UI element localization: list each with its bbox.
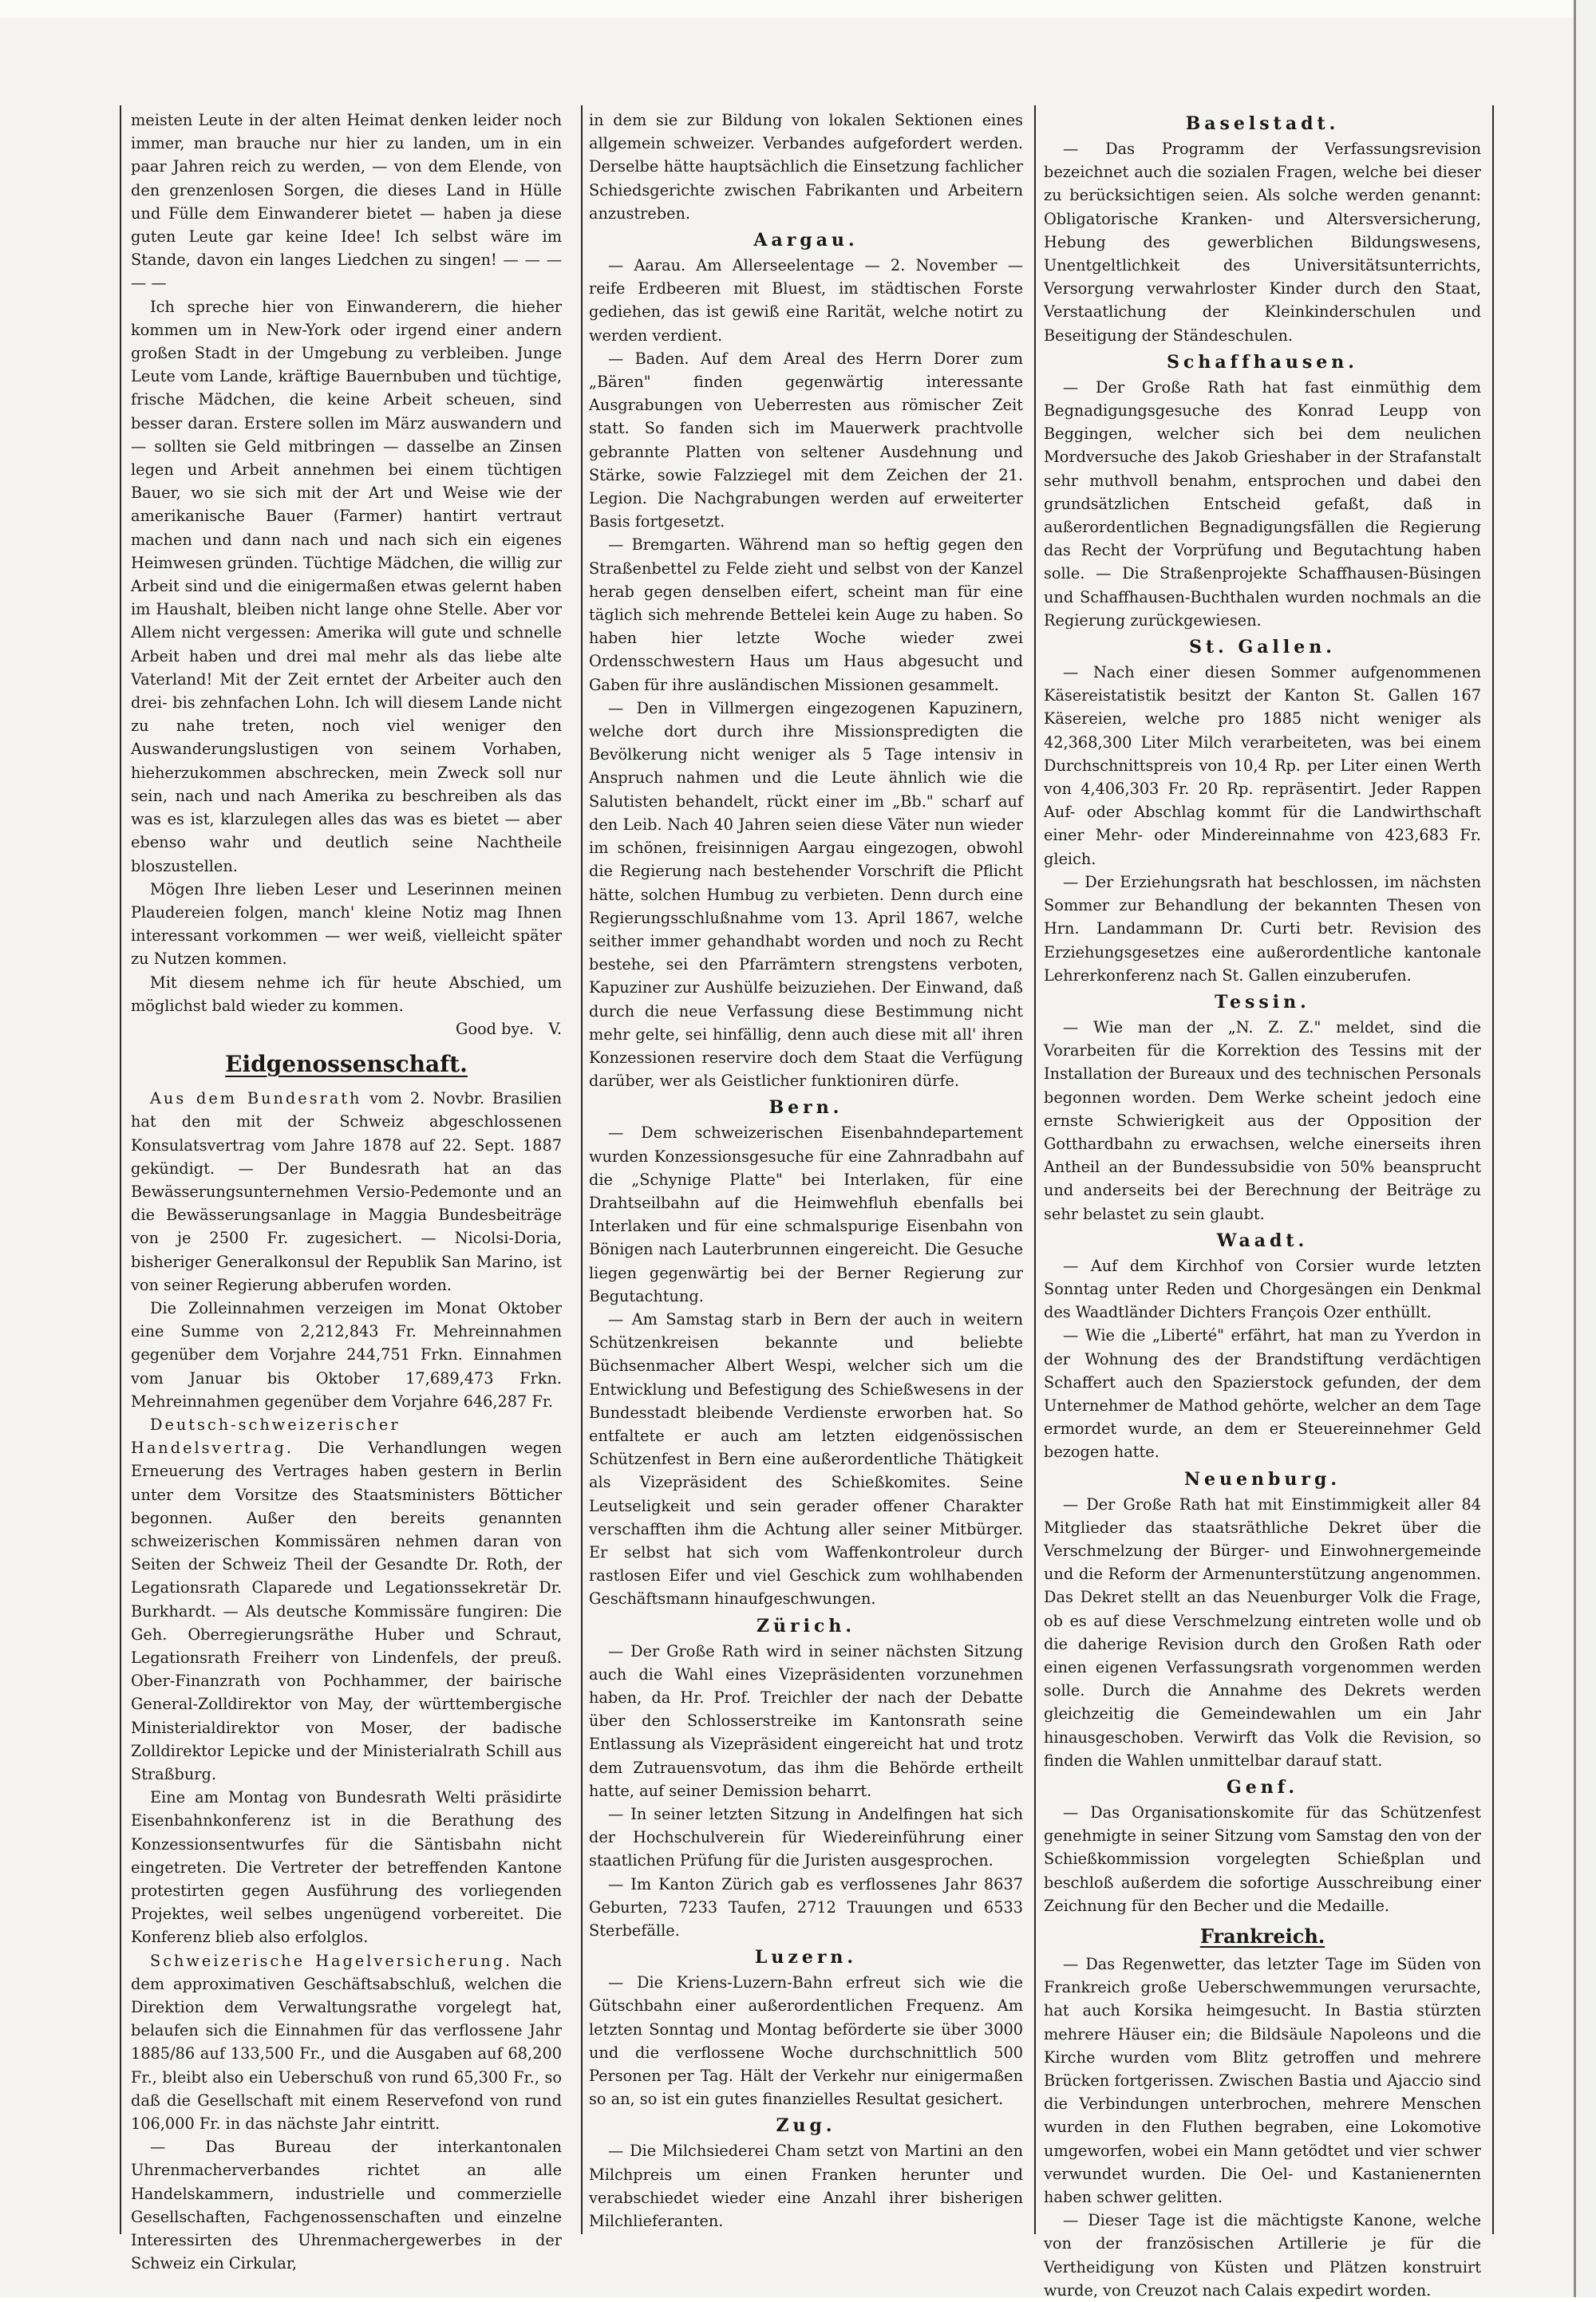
news-item: — Dem schweizerischen Eisenbahndepartement wurden Konzessionsgesuche für eine Zahnradbahn auf die „Schynige Platte" bei Interlaken, für eine Drahtseilbahn auf die Heimwehfluh ebenfalls bei Interlaken und für eine schmalspurige Eisenbahn von Bönigen nach Lauterbrunnen eingereicht. Die Gesuche liegen gegenwärtig bei der Berner Regierung zur Begutachtung. bbox=[589, 1123, 1023, 1305]
news-item: — Im Kanton Zürich gab es verflossenes Jahr 8637 Geburten, 7233 Taufen, 2712 Trauungen und 6533 Sterbefälle. bbox=[589, 1874, 1023, 1941]
column-1 bbox=[131, 109, 562, 2273]
news-item: — Wie man der „N. Z. Z." meldet, sind die Vorarbeiten für die Korrektion des Tessins mit der Installation der Bureaux und des technischen Personals begonnen worden. Dem Werke scheint jedoch eine ernste Schwierigkeit aus der Opposition der Gotthardbahn zu erwachsen, welche einerseits ihren Antheil an der Bundessubsidie von 50% beansprucht und anderseits bei der Berechnung der Beiträge zu sehr belastet zu sein glaubt. bbox=[1044, 1017, 1481, 1223]
news-item: — Das Organisationskomite für das Schützenfest genehmigte in seiner Sitzung vom Samstag den von der Schießkommission vorgelegten Schießplan und beschloß außerdem die sofortige Ausschreibung einer Zeichnung für den Becher und die Medaille. bbox=[1044, 1803, 1481, 1915]
item-lead: Deutsch-schweizerischer Handelsvertrag. bbox=[131, 1415, 401, 1458]
news-item: — Auf dem Kirchhof von Corsier wurde letzten Sonntag unter Reden und Chorgesängen ein Denkmal des Waadtländer Dichters François Ozer enthüllt. bbox=[1044, 1256, 1481, 1322]
news-item: — Baden. Auf dem Areal des Herrn Dorer zum „Bären" finden gegenwärtig interessante Ausgrabungen von Ueberresten aus römischer Zeit statt. So fanden sich im Mauerwerk prachtvolle gebrannte Platten von seltener Ausdehnung und Stärke, sowie Falzziegel mit dem Zeichen der 21. Legion. Die Nachgrabungen werden auf erweiterter Basis fortgesetzt. bbox=[589, 349, 1023, 531]
right-border-rule bbox=[1492, 105, 1494, 2234]
page-binding-edge bbox=[1574, 0, 1596, 2297]
letter-signoff bbox=[131, 1017, 562, 1040]
item-text: Die Verhandlungen wegen Erneuerung des Vertrages haben gestern in Berlin unter dem Vorsitze des Staatsministers Bötticher begonnen. Außer den bereits genannten schweizerischen Kommissären nehmen daran von Seiten der Schweiz Theil der Gesandte Dr. Roth, der Legationsrath Claparede und Legationssekretär Dr. Burkhardt. — Als deutsche Kommissäre fungiren: Die Geh. Oberregierungsräthe Huber und Schraut, Legationsrath Freiherr von Lindenfels, der preuß. Ober-Finanzrath von Pochhammer, der bairische General-Zolldirektor von May, der württembergische Ministerialdirektor von Moser, der badische Zolldirektor Lepicke und der Ministerialrath Schill aus Straßburg. bbox=[131, 1439, 562, 1784]
news-item-continued: in dem sie zur Bildung von lokalen Sektionen eines allgemein schweizer. Verbandes aufgefordert werden. Derselbe hätte hauptsächlich die Einsetzung fachlicher Schiedsgerichte zwischen Fabrikanten und Arbeitern anzustreben. bbox=[589, 111, 1023, 223]
news-item: — Die Milchsiederei Cham setzt von Martini an den Milchpreis um einen Franken herunter und verabschiedet wieder eine Anzahl ihrer bisherigen Milchlieferanten. bbox=[589, 2142, 1023, 2231]
emigration-letter-paragraph: Mögen Ihre lieben Leser und Leserinnen meinen Plaudereien folgen, manch' kleine Notiz mag Ihnen interessant vorkommen — wer weiß, vielleicht später zu Nutzen kommen. bbox=[131, 879, 562, 969]
item-text: vom 2. Novbr. Brasilien hat den mit der Schweiz abgeschlossenen Konsulatsvertrag vom Jahre 1878 auf 22. Sept. 1887 gekündigt. — Der Bundesrath hat an das Bewässerungsunternehmen Versio-Pedemonte und an die Bewässerungsanlage in Maggia Bundesbeiträge von je 2500 Fr. zugesichert. — Nicolsi-Doria, bisheriger Generalkonsul der Republik San Marino, ist von seiner Regierung abberufen worden. bbox=[131, 1089, 562, 1294]
section-heading-eidgenossenschaft: Eidgenossenschaft. bbox=[225, 1051, 468, 1078]
news-item: — Der Große Rath wird in seiner nächsten Sitzung auch die Wahl eines Vizepräsidenten vorzunehmen haben, da Hr. Prof. Treichler der nach der Debatte über den Schlosserstreike im Kantonsrath seine Entlassung als Vizepräsident eingereicht hat und trotz dem Zutrauensvotum, das ihm die Behörde ertheilt hatte, auf seiner Demission beharrt. bbox=[589, 1641, 1023, 1800]
news-item: — Das Programm der Verfassungsrevision bezeichnet auch die sozialen Fragen, welche bei dieser zu berücksichtigen seien. Als solche werden genannt: Obligatorische Kranken- und Altersversicherung, Hebung des gewerblichen Bildungswesens, Unentgeltlichkeit des Universitätsunterrichts, Versorgung verwahrloster Kinder durch den Staat, Verstaatlichung der Kleinkinderschulen und Beseitigung der Ständeschulen. bbox=[1044, 140, 1481, 345]
signoff-text: Good bye. bbox=[456, 1019, 534, 1038]
canton-heading-zurich: Zürich. bbox=[756, 1615, 856, 1637]
news-item: — Aarau. Am Allerseelentage — 2. November — reife Erdbeeren mit Bluest, im städtischen Forste gediehen, das ist gewiß eine Rarität, welche notirt zu werden verdient. bbox=[589, 256, 1023, 345]
canton-heading-schaffhausen: Schaffhausen. bbox=[1167, 351, 1358, 373]
news-item: — Der Große Rath hat mit Einstimmigkeit aller 84 Mitglieder das staatsräthliche Dekret über die Verschmelzung der Bürger- und Einwohnergemeinde und die Reform der Armenunterstützung angenommen. Das Dekret stellt an das Neuenburger Volk die Frage, ob es auf diese Verschmelzung eintreten wolle und ob die daherige Revision durch den Großen Rath oder einen eigenen Verfassungsrath vorgenommen werden solle. Durch die Annahme des Dekrets werden gleichzeitig die Gemeindewahlen um ein Jahr hinausgeschoben. Verwirft das Volk die Revision, so finden die Wahlen unmittelbar darauf statt. bbox=[1044, 1495, 1481, 1770]
canton-heading-st-gallen: St. Gallen. bbox=[1189, 637, 1336, 658]
canton-heading-waadt: Waadt. bbox=[1216, 1230, 1309, 1251]
item-text: Nach dem approximativen Geschäftsabschluß, welchen die Direktion dem Verwaltungsrathe vorgelegt hat, belaufen sich die Einnahmen für das verflossene Jahr 1885/86 auf 133,500 Fr., und die Ausgaben auf 68,200 Fr., bleibt also ein Ueberschuß von rund 65,300 Fr., so daß die Gesellschaft mit einem Reservefond von rund 106,000 Fr. in das nächste Jahr eintritt. bbox=[131, 1951, 562, 2134]
news-item: — Dieser Tage ist die mächtigste Kanone, welche von der französischen Artillerie je für die Vertheidigung von Küsten und Plätzen konstruirt wurde, von Creuzot nach Calais expedirt worden. bbox=[1044, 2211, 1481, 2300]
news-item: — Der Große Rath hat fast einmüthig dem Begnadigungsgesuche des Konrad Leupp von Beggingen, welcher sich bei dem neulichen Mordversuche des Jakob Grieshaber in der Strafanstalt sehr muthvoll benahm, entsprochen und dabei den grundsätzlichen Entscheid gefaßt, daß in außerordentlichen Begnadigungsfällen die Regierung das Recht der Vorprüfung und Begutachtung haben solle. — Die Straßenprojekte Schaffhausen-Büsingen und Schaffhausen-Buchthalen wurden nochmals an die Regierung zurückgewiesen. bbox=[1044, 377, 1481, 630]
news-item: — Am Samstag starb in Bern der auch in weitern Schützenkreisen bekannte und beliebte Büchsenmacher Albert Wespi, welcher sich um die Entwicklung und Befestigung des Schießwesens in der Bundesstadt bleibende Verdienste erworben hat. So entfaltete er auch am letzten eidgenössischen Schützenfest in Bern eine außerordentliche Thätigkeit als Vizepräsident des Schießkomites. Seine Leutseligkeit und sein gerader offener Charakter verschafften ihm die Achtung aller seiner Mitbürger. Er selbst hat sich vom Waffenkontroleur durch rastlosen Eifer und viel Geschick zum wohlhabenden Geschäftsmann hinaufgeschwungen. bbox=[589, 1309, 1023, 1609]
news-item: — Wie die „Liberté" erfährt, hat man zu Yverdon in der Wohnung des der Brandstiftung verdächtigen Schaffert auch den Spazierstock gefunden, der dem Unternehmer de Mathod gehörte, welcher an dem Tage ermordet wurde, an dem er Steuereinnehmer Geld bezogen hatte. bbox=[1044, 1326, 1481, 1462]
canton-heading-genf: Genf. bbox=[1226, 1777, 1299, 1798]
canton-heading-tessin: Tessin. bbox=[1215, 991, 1310, 1013]
column-2 bbox=[589, 109, 1023, 2231]
news-item: — Nach einer diesen Sommer aufgenommenen Käsereistatistik besitzt der Kanton St. Gallen 167 Käsereien, welche pro 1885 nicht weniger als 42,368,300 Liter Milch verarbeiteten, was bei einem Durchschnittspreis von 10,4 Rp. per Liter einen Werth von 4,406,303 Fr. 20 Rp. repräsentirt. Jeder Rappen Auf- oder Abschlag kommt für die Landwirthschaft einer Mehr- oder Mindereinnahme von 423,683 Fr. gleich. bbox=[1044, 663, 1481, 868]
news-item: — Der Erziehungsrath hat beschlossen, im nächsten Sommer zur Behandlung der bekannten Thesen von Hrn. Landammann Dr. Curti betr. Revision des Erziehungsgesetzes eine außerordentliche kantonale Lehrerkonferenz nach St. Gallen einzuberufen. bbox=[1044, 872, 1481, 985]
emigration-letter-paragraph: Ich spreche hier von Einwanderern, die hieher kommen um in New-York oder irgend einer andern großen Stadt in der Umgebung zu verbleiben. Junge Leute vom Lande, kräftige Bauernbuben und tüchtige, frische Mädchen, die keine Arbeit scheuen, sind besser daran. Erstere sollen im März auswandern und — sollten sie Geld mitbringen — dasselbe an Zinsen legen und Arbeit annehmen bei einem tüchtigen Bauer, wo sie sich mit der Art und Weise wie der amerikanische Bauer (Farmer) hantirt vertraut machen und dann nach und nach sich ein eigenes Heimwesen gründen. Tüchtige Mädchen, die willig zur Arbeit sind und die einigermaßen etwas gelernt haben im Haushalt, bleiben nicht lange ohne Stelle. Aber vor Allem nicht vergessen: Amerika will gute und schnelle Arbeit haben und drei mal mehr als das liebe alte Vaterland! Mit der Zeit erntet der Arbeiter auch den drei- bis zehnfachen Lohn. Ich will diesem Lande nicht zu nahe treten, noch viel weniger den Auswanderungslustigen von seinem Vorhaben, hieherzukommen abschrecken, mein Zweck soll nur sein, nach und nach Amerika zu beschreiben als das was es ist, klarzulegen alles das was es bietet — aber ebenso wahr und deutlich seine Nachtheile bloszustellen. bbox=[131, 297, 562, 875]
column-rule-2 bbox=[1034, 105, 1036, 2234]
signer-initial: V. bbox=[548, 1019, 562, 1038]
news-item bbox=[131, 1949, 562, 2136]
canton-heading-aargau: Aargau. bbox=[753, 230, 859, 251]
scan-top-margin bbox=[0, 0, 1596, 18]
news-item: — Den in Villmergen eingezogenen Kapuzinern, welche dort durch ihre Missionspredigten die Bevölkerung nicht weniger als 5 Tage intensiv in Anspruch nahmen und die Leute ähnlich wie die Salutisten behandelt, rückt einer im „Bb." scharf auf den Leib. Nach 40 Jahren seien diese Väter nun wieder im schönen, freisinnigen Aargau eingezogen, obwohl die Regierung nach bestehender Vorschrift die Pflicht hätte, solchen Humbug zu verbieten. Denn durch eine Regierungsschlußnahme vom 13. April 1867, welche seither immer gehandhabt worden und noch zu Recht bestehe, sei den Pfarrämtern strengstens verboten, Kapuziner zur Aushülfe beizuziehen. Der Einwand, daß durch die neue Verfassung diese Bestimmung nicht mehr gelte, sei hinfällig, denn auch diese mit all' ihren Konzessionen reservire doch dem Staat die Verfügung darüber, wer als Geistlicher funktioniren dürfe. bbox=[589, 698, 1023, 1091]
item-lead: Aus dem Bundesrath bbox=[150, 1089, 362, 1108]
column-rule-1 bbox=[581, 105, 583, 2234]
news-item bbox=[131, 1087, 562, 1297]
emigration-letter-intro: meisten Leute in der alten Heimat denken leider noch immer, man brauche nur hier zu landen, um in ein paar Jahren reich zu werden, — von dem Elende, von den grenzenlosen Sorgen, die dieses Land in Hülle und Fülle dem Einwanderer bietet — haben ja diese guten Leute gar keine Idee! Ich selbst wäre im Stande, davon ein langes Liedchen zu singen! — — — — — bbox=[131, 111, 562, 293]
news-item: Eine am Montag von Bundesrath Welti präsidirte Eisenbahnkonferenz ist in die Berathung des Konzessionsentwurfes für die Säntisbahn nicht eingetreten. Die Vertreter der betreffenden Kantone protestirten gegen Ausführung des vorliegenden Projektes, weil selbes ungenügend vorbereitet. Die Konferenz blieb also erfolglos. bbox=[131, 1788, 562, 1947]
news-item: — Bremgarten. Während man so heftig gegen den Straßenbettel zu Felde zieht und selbst von der Kanzel herab gegen denselben eifert, scheint man für eine täglich sich mehrende Bettelei kein Auge zu haben. So haben hier letzte Woche wieder zwei Ordensschwestern Haus um Haus abgesucht und Gaben für ihre ausländischen Missionen gesammelt. bbox=[589, 535, 1023, 694]
canton-heading-neuenburg: Neuenburg. bbox=[1183, 1468, 1341, 1490]
news-item bbox=[131, 1413, 562, 1786]
canton-heading-zug: Zug. bbox=[776, 2115, 836, 2137]
left-border-rule bbox=[120, 105, 121, 2234]
news-item: — Die Kriens-Luzern-Bahn erfreut sich wie die Gütschbahn einer außerordentlichen Frequenz. Am letzten Sonntag und Montag beförderte sie über 3000 und die verflossene Woche durchschnittlich 500 Personen per Tag. Hält der Verkehr nur einigermaßen so an, so ist ein gutes finanzielles Resultat gesichert. bbox=[589, 1973, 1023, 2109]
column-3 bbox=[1044, 109, 1481, 2300]
emigration-letter-farewell: Mit diesem nehme ich für heute Abschied, um möglichst bald wieder zu kommen. bbox=[131, 973, 562, 1015]
canton-heading-bern: Bern. bbox=[768, 1097, 843, 1119]
news-item: Die Zolleinnahmen verzeigen im Monat Oktober eine Summe von 2,212,843 Fr. Mehreinnahmen gegenüber dem Vorjahre 244,751 Frkn. Einnahmen vom Januar bis Oktober 17,689,473 Frkn. Mehreinnahmen gegenüber dem Vorjahre 646,287 Fr. bbox=[131, 1298, 562, 1411]
news-item: — In seiner letzten Sitzung in Andelfingen hat sich der Hochschulverein für Wiedereinführung einer staatlichen Prüfung für die Juristen ausgesprochen. bbox=[589, 1805, 1023, 1870]
news-item: — Das Regenwetter, das letzter Tage im Süden von Frankreich große Ueberschwemmungen verursachte, hat auch Korsika heimgesucht. In Bastia stürzten mehrere Häuser ein; die Bildsäule Napoleons und die Kirche wurden vom Blitz getroffen und mehrere Brücken fortgerissen. Zwischen Bastia und Ajaccio sind die Verbindungen unterbrochen, mehrere Menschen wurden in den Fluthen begraben, eine Lokomotive umgeworfen, wobei ein Mann getödtet und vier schwer verwundet wurden. Die Oel- und Kastanienernten haben schwer gelitten. bbox=[1044, 1955, 1481, 2207]
canton-heading-baselstadt: Baselstadt. bbox=[1185, 113, 1340, 134]
item-lead: Schweizerische Hagelversicherung. bbox=[150, 1951, 513, 1970]
section-heading-frankreich: Frankreich. bbox=[1199, 1925, 1325, 1949]
canton-heading-luzern: Luzern. bbox=[754, 1947, 858, 1968]
news-item: — Das Bureau der interkantonalen Uhrenmacherverbandes richtet an alle Handelskammern, industrielle und commerzielle Gesellschaften, Fachgenossenschaften und einzelne Interessirten des Uhrenmachergewerbes in der Schweiz ein Cirkular, bbox=[131, 2138, 562, 2273]
